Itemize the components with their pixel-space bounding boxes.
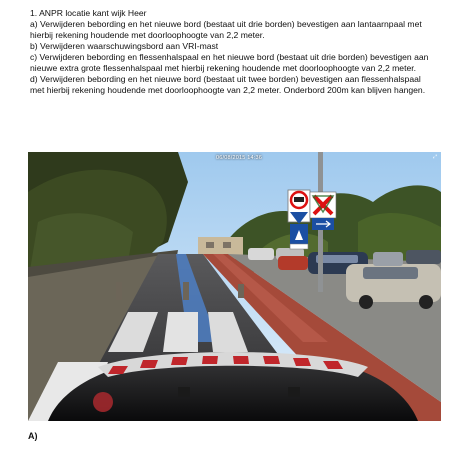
photo-timestamp: 06/08/2015 14:36 — [216, 155, 263, 161]
paragraph-line: b) Verwijderen waarschuwingsbord aan VRI-mast — [30, 41, 219, 51]
street-scene-illustration — [28, 152, 441, 421]
paragraph-line: d) Verwijderen bebording en het nieuwe bord (bestaat uit twee borden) bevestigen aan flessenhalspaal — [30, 74, 421, 84]
paragraph-line: a) Verwijderen bebording en het nieuwe bord (bestaat uit drie borden) bevestigen aan lantaarnpaal met — [30, 19, 422, 29]
expand-icon[interactable]: ⤢ — [432, 154, 437, 160]
paragraph-line: c) Verwijderen bebording en flessenhalspaal en het nieuwe bord (bestaat uit drie borden) bevestigen aan — [30, 52, 429, 62]
paragraph-line: met hierbij rekening houdende met doorloophoogte van 2,2 meter. Onderbord 200m kan blijven hangen. — [30, 85, 426, 95]
paragraph-line: nieuwe extra grote flessenhalspaal met hierbij rekening houdende met doorloophoogte van 2,2 meter. — [30, 63, 417, 73]
paragraph-line: hierbij rekening houdende met doorloophoogte van 2,2 meter. — [30, 30, 265, 40]
document-text — [30, 8, 460, 96]
figure-caption: A) — [28, 431, 38, 441]
heading: 1. ANPR locatie kant wijk Heer — [30, 8, 147, 18]
street-photo — [28, 152, 441, 421]
